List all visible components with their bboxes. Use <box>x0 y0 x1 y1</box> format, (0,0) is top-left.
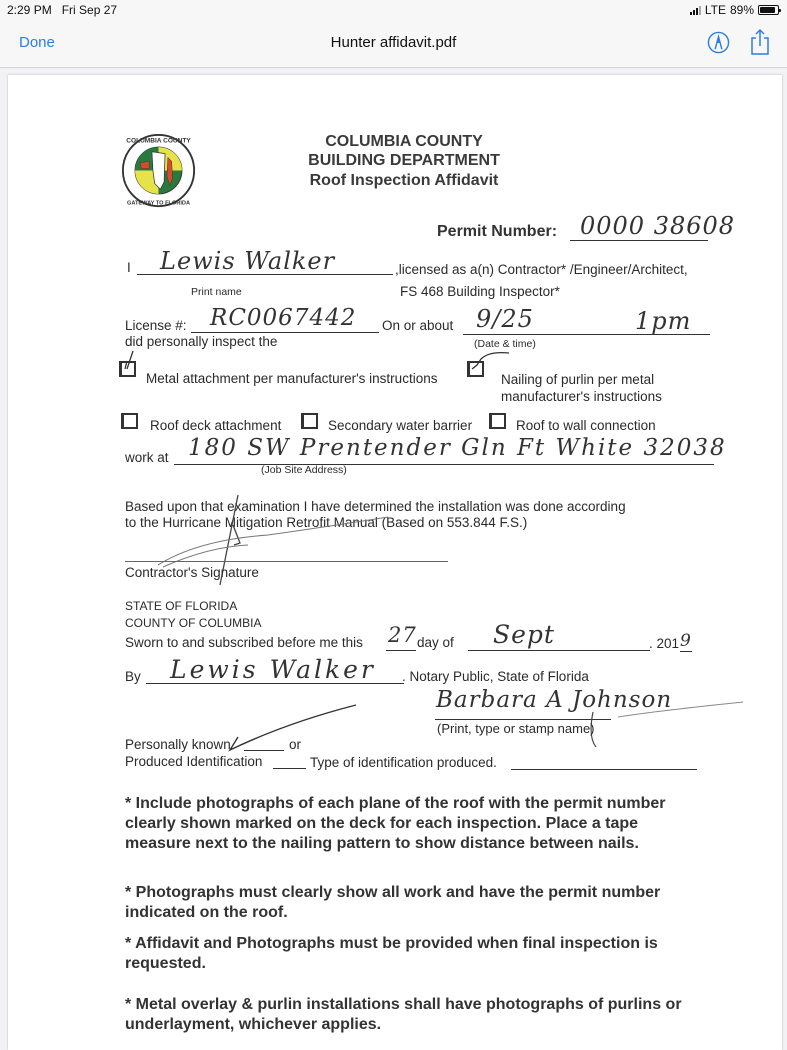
i-prefix: I <box>127 260 131 275</box>
personally-known-label: Personally known <box>125 737 231 752</box>
sworn-month-value[interactable]: Sept <box>493 620 555 649</box>
on-or-about-label: On or about <box>382 318 454 333</box>
did-inspect-text: did personally inspect the <box>125 334 278 349</box>
license-label: License #: <box>125 318 187 333</box>
checkbox-label-nailing-purlin-2: manufacturer's instructions <box>501 389 662 404</box>
sworn-day-value[interactable]: 27 <box>388 623 417 647</box>
svg-text:GATEWAY TO FLORIDA: GATEWAY TO FLORIDA <box>126 200 191 207</box>
header-department: BUILDING DEPARTMENT <box>308 152 500 169</box>
permit-number-value[interactable]: 0000 38608 <box>580 212 736 240</box>
print-name-caption: Print name <box>191 286 242 298</box>
county-seal-logo <box>121 133 196 208</box>
pdf-page[interactable] <box>8 75 782 1050</box>
share-icon[interactable] <box>749 28 771 56</box>
job-site-address-value[interactable]: 180 SW Prentender Gln Ft White 32038 <box>188 435 727 461</box>
checkbox-metal-attachment[interactable] <box>119 361 136 377</box>
notary-signature-flourish <box>568 687 748 747</box>
markup-pen-icon[interactable] <box>707 31 730 54</box>
checkbox-secondary-water-barrier[interactable] <box>301 413 318 429</box>
battery-icon <box>758 5 779 15</box>
nav-bar <box>0 20 787 68</box>
work-at-label: work at <box>125 450 169 465</box>
job-site-caption: (Job Site Address) <box>261 464 347 476</box>
year-suffix-value[interactable]: 9 <box>680 631 692 651</box>
notary-name-caption: (Print, type or stamp name) <box>437 721 595 736</box>
contractor-signature-caption: Contractor's Signature <box>125 565 259 580</box>
status-time: 2:29 PM Fri Sep 27 <box>7 3 118 17</box>
notary-name-value[interactable]: Barbara A Johnson <box>436 687 673 713</box>
checkbox-label-roof-deck: Roof deck attachment <box>150 418 282 433</box>
produced-id-label: Produced Identification <box>125 754 263 769</box>
inspection-time-value[interactable]: 1pm <box>635 307 692 335</box>
notary-public-text: . Notary Public, State of Florida <box>402 669 589 684</box>
note-photographs-work: * Photographs must clearly show all work and have the permit number indicated on the roof. <box>125 884 661 921</box>
checkbox-roof-to-wall[interactable] <box>489 413 506 429</box>
type-of-id-label: Type of identification produced. <box>310 755 497 770</box>
day-of-label: day of <box>417 635 454 650</box>
fs-468-text: FS 468 Building Inspector* <box>400 284 560 299</box>
checkbox-nailing-purlin[interactable] <box>467 361 484 377</box>
statement-line-2: to the Hurricane Mitigation Retrofit Manual (Based on 553.844 F.S.) <box>125 515 528 530</box>
document-title: Hunter affidavit.pdf <box>330 34 457 51</box>
sworn-prefix: Sworn to and subscribed before me this <box>125 635 363 650</box>
checkbox-label-metal-attachment: Metal attachment per manufacturer's instructions <box>146 371 438 386</box>
by-name-value[interactable]: Lewis Walker <box>170 655 376 684</box>
network-label: LTE <box>704 3 726 17</box>
status-bar <box>0 0 787 20</box>
status-date: Fri Sep 27 <box>61 3 118 17</box>
by-label: By <box>125 669 141 684</box>
note-metal-overlay: * Metal overlay & purlin installations shall have photographs of purlins or underlayment, whichever applies. <box>125 996 682 1033</box>
checkbox-label-secondary-water-barrier: Secondary water barrier <box>328 418 473 433</box>
county-of-columbia: COUNTY OF COLUMBIA <box>125 616 262 630</box>
date-time-caption: (Date & time) <box>474 338 536 350</box>
checkbox-roof-deck[interactable] <box>121 413 138 429</box>
battery-percent: 89% <box>729 3 754 17</box>
checkbox-label-roof-to-wall: Roof to wall connection <box>516 418 656 433</box>
header-form-title: Roof Inspection Affidavit <box>309 172 499 189</box>
state-of-florida: STATE OF FLORIDA <box>125 599 238 613</box>
signal-icon <box>690 6 701 15</box>
done-button[interactable]: Done <box>19 34 55 51</box>
license-value[interactable]: RC0067442 <box>210 305 357 331</box>
inspector-name-value[interactable]: Lewis Walker <box>160 247 336 275</box>
permit-number-label: Permit Number: <box>437 223 558 240</box>
note-photographs-plane: * Include photographs of each plane of the roof with the permit number clearly shown marked on the deck for each inspection. Place a tape measure next to the nailing pattern to show distance between nails. <box>125 795 666 852</box>
svg-text:COLUMBIA COUNTY: COLUMBIA COUNTY <box>126 137 191 145</box>
note-affidavit-final: * Affidavit and Photographs must be provided when final inspection is requested. <box>125 935 658 972</box>
year-prefix: . 201 <box>649 636 680 651</box>
or-text: or <box>289 737 302 752</box>
header-county: COLUMBIA COUNTY <box>325 133 483 150</box>
checkbox-label-nailing-purlin: Nailing of purlin per metal <box>501 372 655 387</box>
status-right <box>690 3 779 17</box>
statement-line-1: Based upon that examination I have determined the installation was done according <box>125 499 626 514</box>
licensed-as-text: ,licensed as a(n) Contractor* /Engineer/Architect, <box>395 262 688 277</box>
inspection-date-value[interactable]: 9/25 <box>476 305 534 333</box>
